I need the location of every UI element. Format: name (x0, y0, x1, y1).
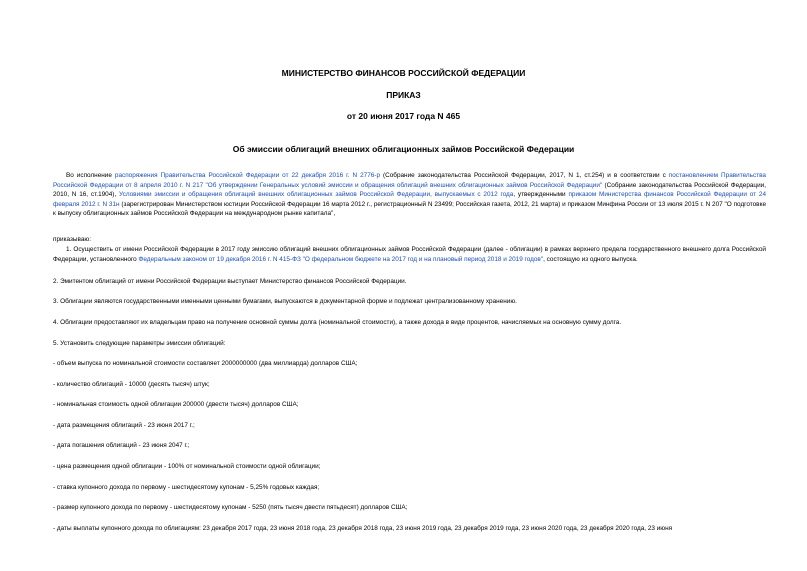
param-line: - дата погашения облигаций - 23 июня 2047 г.; (53, 442, 190, 449)
link-federal-law-415-fz[interactable]: Федеральным законом от 19 декабря 2016 г. N 415-ФЗ "О федеральном бюджете на 2017 год и на плановый период 2018 и 2019 годов" (138, 255, 544, 263)
item-5: 5. Установить следующие параметры эмиссии облигаций: (53, 340, 226, 347)
item-2: 2. Эмитентом облигаций от имени Российской Федерации выступает Министерство финансов Российской Федерации. (53, 278, 407, 285)
param-line: - размер купонного дохода по первому - шестидесятому купонам - 5250 (пять тысяч двести пятьдесят) долларов США; (53, 504, 408, 511)
order-word: приказываю: (53, 236, 91, 243)
param-line: - ставка купонного дохода по первому - шестидесятому купонам - 5,25% годовых каждая; (53, 484, 320, 491)
param-line: - дата размещения облигаций - 23 июня 2017 г.; (53, 422, 195, 429)
preamble-text: Во исполнение (66, 172, 115, 179)
param-line: - номинальная стоимость одной облигации 200000 (двести тысяч) долларов США; (53, 401, 299, 408)
item-3: 3. Облигации являются государственными именными ценными бумагами, выпускаются в документарной форме и подлежат централизованному хранению. (53, 298, 517, 305)
link-government-order-2776[interactable]: распоряжения Правительства Российской Федерации от 22 декабря 2016 г. N 2776-р (114, 172, 380, 179)
link-government-decree-217[interactable]: постановлением Правительства Российской Федерации от 8 апреля 2010 г. N 217 "Об утверждении Генеральных условий эмиссии и обращения облигаций внешних облигационных займов Российской Федерации" (53, 172, 766, 189)
item-4: 4. Облигации предоставляют их владельцам право на получение основной суммы долга (номинальной стоимости), а также дохода в виде процентов, начисляемых на основную сумму долга. (53, 319, 622, 326)
item-1-paragraph (53, 245, 766, 264)
param-line: - даты выплаты купонного дохода по облигациям: 23 декабря 2017 года, 23 июня 2018 года, 23 декабря 2018 года, 23 июня 2019 года, 23 декабря 2019 года, 23 июня 2020 года, 23 декабря 2020 года, 23 июня (53, 525, 673, 532)
param-line: - цена размещения одной облигации - 100% от номинальной стоимости одной облигации; (53, 463, 321, 470)
item-1-text: 1. Осуществить от имени Российской Федерации в 2017 году эмиссию облигаций внешних облигационных займов Российской Федерации (далее - облигации) в рамках верхнего предела государственного внешнего долга Российской Федерации, установленного (53, 246, 766, 263)
link-emission-conditions-2012[interactable]: Условиями эмиссии и обращения облигаций внешних облигационных займов Российской Федерации, выпускаемых с 2012 года (119, 191, 514, 199)
link-minfin-order-31n[interactable]: приказом Министерства финансов Российской Федерации от 24 февраля 2012 г. N 31н (53, 191, 766, 208)
date-number: от 20 июня 2017 года N 465 (346, 111, 461, 121)
preamble-text: (зарегистрирован Министерством юстиции Российской Федерации 16 марта 2012 г., регистрационный N 23499; Российская газета, 2012, 21 марта) и приказом Минфина России от 13 июля 2015 г. N 207 "О подготовке к выпуску облигационных займов Российской Федерации на международном рынке капитала", (53, 200, 767, 218)
preamble-text: , утвержденными (513, 191, 569, 199)
item-1-text: , состоящую из одного выпуска. (543, 255, 638, 263)
preamble-text: (Собрание законодательства Российской Федерации, 2017, N 1, ст.254) и в соответствии с (380, 172, 669, 179)
preamble-text: (Собрание законодательства Российской Федерации, 2010, N 16, ст.1904), (53, 181, 766, 199)
param-line: - количество облигаций - 10000 (десять тысяч) штук; (53, 381, 210, 388)
document-type: ПРИКАЗ (386, 90, 421, 100)
preamble-paragraph (53, 171, 766, 219)
ministry-heading: МИНИСТЕРСТВО ФИНАНСОВ РОССИЙСКОЙ ФЕДЕРАЦИИ (281, 68, 526, 78)
document-title: Об эмиссии облигаций внешних облигационных займов Российской Федерации (232, 144, 575, 154)
param-line: - объем выпуска по номинальной стоимости составляет 2000000000 (два миллиарда) долларов США; (53, 360, 358, 367)
